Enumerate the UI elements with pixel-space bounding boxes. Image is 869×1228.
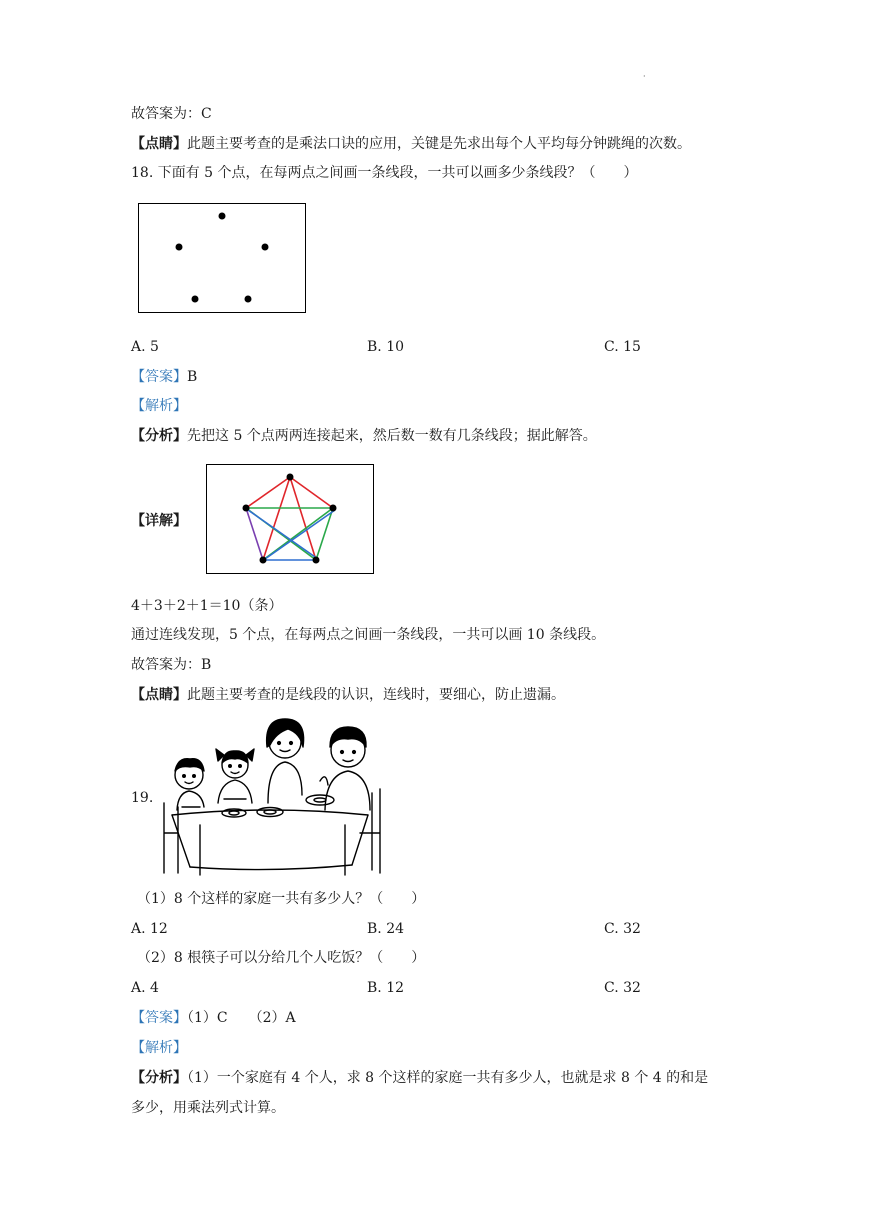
q19-jiexi-tag: 【解析】 — [131, 1040, 187, 1056]
q18-tip — [131, 685, 565, 705]
p-left — [243, 505, 250, 512]
fenxi-text: 先把这 5 个点两两连接起来，然后数一数有几条线段；据此解答。 — [187, 428, 597, 444]
q19-number: 19. — [131, 790, 154, 806]
prev-answer-line: 故答案为：C — [131, 106, 212, 122]
tip-text: 此题主要考查的是线段的认识，连线时，要细心，防止遗漏。 — [187, 687, 565, 703]
answer-value: B — [187, 369, 198, 385]
dot-left — [176, 244, 183, 251]
segment-R-BR — [316, 508, 333, 560]
dot-right — [262, 244, 269, 251]
q18-answer — [131, 367, 197, 387]
segment-L-BL — [246, 508, 263, 560]
q18-connected-figure — [206, 464, 374, 574]
q18-fenxi — [131, 426, 597, 446]
q19-sub1-option-a: A. 12 — [131, 921, 168, 937]
q18-option-b: B. 10 — [367, 339, 405, 355]
answer-value: （1）C （2）A — [187, 1010, 296, 1026]
answer-tag: 【答案】 — [131, 1010, 187, 1026]
q18-final-answer: 故答案为：B — [131, 657, 212, 673]
fenxi-tag: 【分析】 — [131, 428, 187, 444]
p-top — [287, 474, 294, 481]
dot-bottom-left — [192, 296, 199, 303]
family-dinner-illustration — [160, 715, 385, 880]
q19-fenxi-cont: 多少，用乘法列式计算。 — [131, 1100, 285, 1116]
segment-T-R — [290, 477, 333, 508]
dot-bottom-right — [245, 296, 252, 303]
q18-stem: 18. 下面有 5 个点，在每两点之间画一条线段，一共可以画多少条线段？（ ） — [131, 165, 638, 181]
p-bottom-right — [313, 557, 320, 564]
five-dots-svg — [139, 204, 305, 312]
p-bottom-left — [260, 557, 267, 564]
q18-dots-figure — [138, 203, 306, 313]
pentagon-lines-svg — [207, 465, 373, 573]
q19-sub1-option-c: C. 32 — [604, 921, 641, 937]
q18-detail-tag: 【详解】 — [131, 513, 187, 529]
q19-sub1-option-b: B. 24 — [367, 921, 405, 937]
fenxi-line1: （1）一个家庭有 4 个人，求 8 个这样的家庭一共有多少人，也就是求 8 个 4 的和是 — [187, 1070, 709, 1086]
q19-sub1: （1）8 个这样的家庭一共有多少人？（ ） — [137, 891, 426, 907]
p-right — [330, 505, 337, 512]
q18-jiexi-tag: 【解析】 — [131, 398, 187, 414]
answer-tag: 【答案】 — [131, 369, 187, 385]
prev-tip — [131, 134, 691, 154]
q18-option-a: A. 5 — [131, 339, 159, 355]
fenxi-tag: 【分析】 — [131, 1070, 187, 1086]
q19-sub2-option-a: A. 4 — [131, 980, 159, 996]
tip-tag: 【点睛】 — [131, 136, 187, 152]
tip-text: 此题主要考查的是乘法口诀的应用，关键是先求出每个人平均每分钟跳绳的次数。 — [187, 136, 691, 152]
tip-tag: 【点睛】 — [131, 687, 187, 703]
q19-sub2: （2）8 根筷子可以分给几个人吃饭？（ ） — [137, 950, 426, 966]
q19-sub2-option-c: C. 32 — [604, 980, 641, 996]
q18-conclusion: 通过连线发现，5 个点，在每两点之间画一条线段，一共可以画 10 条线段。 — [131, 627, 606, 643]
q19-fenxi — [131, 1068, 708, 1088]
segment-T-BL — [263, 477, 290, 560]
q19-sub2-option-b: B. 12 — [367, 980, 405, 996]
q18-option-c: C. 15 — [604, 339, 641, 355]
segment-T-L — [246, 477, 290, 508]
corner-mark: · — [643, 72, 646, 81]
q18-formula: 4＋3＋2＋1＝10（条） — [131, 598, 283, 614]
dot-top — [219, 213, 226, 220]
q19-answer — [131, 1008, 296, 1028]
